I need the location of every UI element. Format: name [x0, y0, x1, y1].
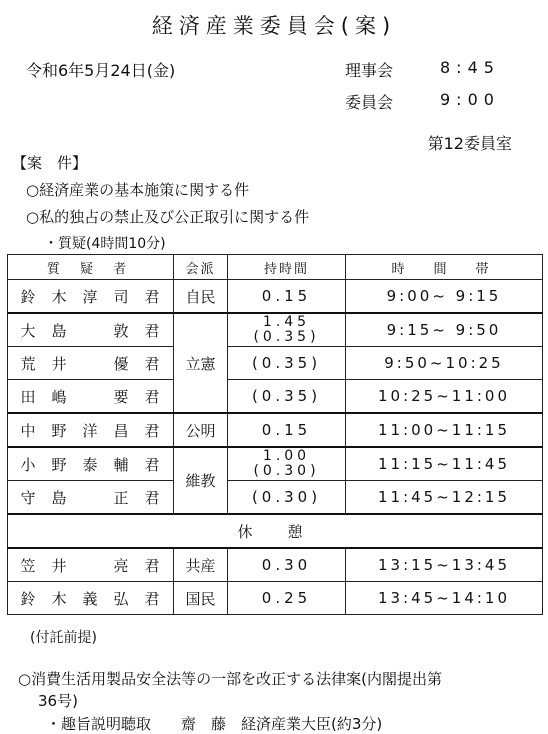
- allotted-time-own: (0.30): [253, 463, 320, 479]
- meeting-time-committee: 9:00: [440, 90, 500, 109]
- allotted-time: 0.15: [228, 413, 346, 447]
- question-header: ・質疑(4時間10分): [44, 236, 166, 252]
- party: 立憲: [174, 313, 228, 413]
- room-name: 第12委員室: [427, 134, 512, 153]
- agenda-item-1: ○経済産業の基本施策に関する件: [26, 181, 250, 199]
- header-time: 持時間: [228, 255, 346, 280]
- table-row: [8, 548, 543, 582]
- questioner-name: 田嶋 要君: [20, 387, 161, 406]
- allotted-time: [228, 447, 346, 481]
- meeting-time-board: 8:45: [440, 58, 500, 77]
- table-row: [8, 347, 543, 380]
- time-slot: 9:15~ 9:50: [346, 313, 543, 347]
- bill-title-line2: 36号): [38, 692, 78, 710]
- allotted-time: 0.25: [228, 582, 346, 615]
- party: 国民: [174, 582, 228, 615]
- table-row: [8, 481, 543, 515]
- footer-note: (付託前提): [30, 630, 97, 646]
- break-label: 休 憩: [8, 514, 543, 548]
- allotted-time-own: (0.35): [253, 329, 320, 345]
- header-slot: 時 間 帯: [346, 255, 543, 280]
- allotted-time: [228, 313, 346, 347]
- schedule-table: [7, 254, 543, 615]
- allotted-time: 0.15: [228, 280, 346, 314]
- party: 公明: [174, 413, 228, 447]
- break-row: [8, 514, 543, 548]
- time-slot: 11:45~12:15: [346, 481, 543, 515]
- time-slot: 11:15~11:45: [346, 447, 543, 481]
- table-row: [8, 313, 543, 347]
- questioner-name: 大島 敦君: [20, 321, 161, 340]
- party: 維教: [174, 447, 228, 514]
- time-slot: 10:25~11:00: [346, 380, 543, 414]
- allotted-time-total: 1.45: [262, 314, 311, 330]
- time-slot: 13:45~14:10: [346, 582, 543, 615]
- questioner-name: 荒井 優君: [20, 354, 161, 373]
- document-title: 経済産業委員会(案): [151, 14, 397, 38]
- time-slot: 11:00~11:15: [346, 413, 543, 447]
- time-slot: 9:00~ 9:15: [346, 280, 543, 314]
- agenda-item-2: ○私的独占の禁止及び公正取引に関する件: [26, 208, 310, 226]
- bill-title-line1: ○消費生活用製品安全法等の一部を改正する法律案(内閣提出第: [18, 670, 442, 688]
- questioner-name: 小野泰輔君: [20, 455, 161, 474]
- time-slot: 13:15~13:45: [346, 548, 543, 582]
- questioner-name: 鈴木淳司君: [20, 287, 161, 306]
- questioner-name: 中野洋昌君: [20, 421, 161, 440]
- allotted-time: 0.30: [228, 548, 346, 582]
- meeting-label-board: 理事会: [345, 61, 394, 80]
- meeting-date: 令和6年5月24日(金): [26, 61, 176, 80]
- table-header-row: [8, 255, 543, 280]
- allotted-time: (0.35): [228, 380, 346, 414]
- table-row: [8, 280, 543, 314]
- questioner-name: 笠井 亮君: [20, 556, 161, 575]
- party: 共産: [174, 548, 228, 582]
- table-row: [8, 447, 543, 481]
- party: 自民: [174, 280, 228, 314]
- explanation-line: ・趣旨説明聴取 齋 藤 経済産業大臣(約3分): [46, 715, 383, 733]
- table-row: [8, 582, 543, 615]
- allotted-time: (0.30): [228, 481, 346, 515]
- allotted-time: (0.35): [228, 347, 346, 380]
- meeting-label-committee: 委員会: [345, 93, 394, 112]
- questioner-name: 守島 正君: [20, 488, 161, 507]
- header-party: 会派: [174, 255, 228, 280]
- allotted-time-total: 1.00: [262, 448, 311, 464]
- section-label: 【案 件】: [12, 154, 88, 172]
- time-slot: 9:50~10:25: [346, 347, 543, 380]
- questioner-name: 鈴木義弘君: [20, 589, 161, 608]
- table-row: [8, 413, 543, 447]
- table-row: [8, 380, 543, 414]
- header-questioner: 質 疑 者: [8, 255, 174, 280]
